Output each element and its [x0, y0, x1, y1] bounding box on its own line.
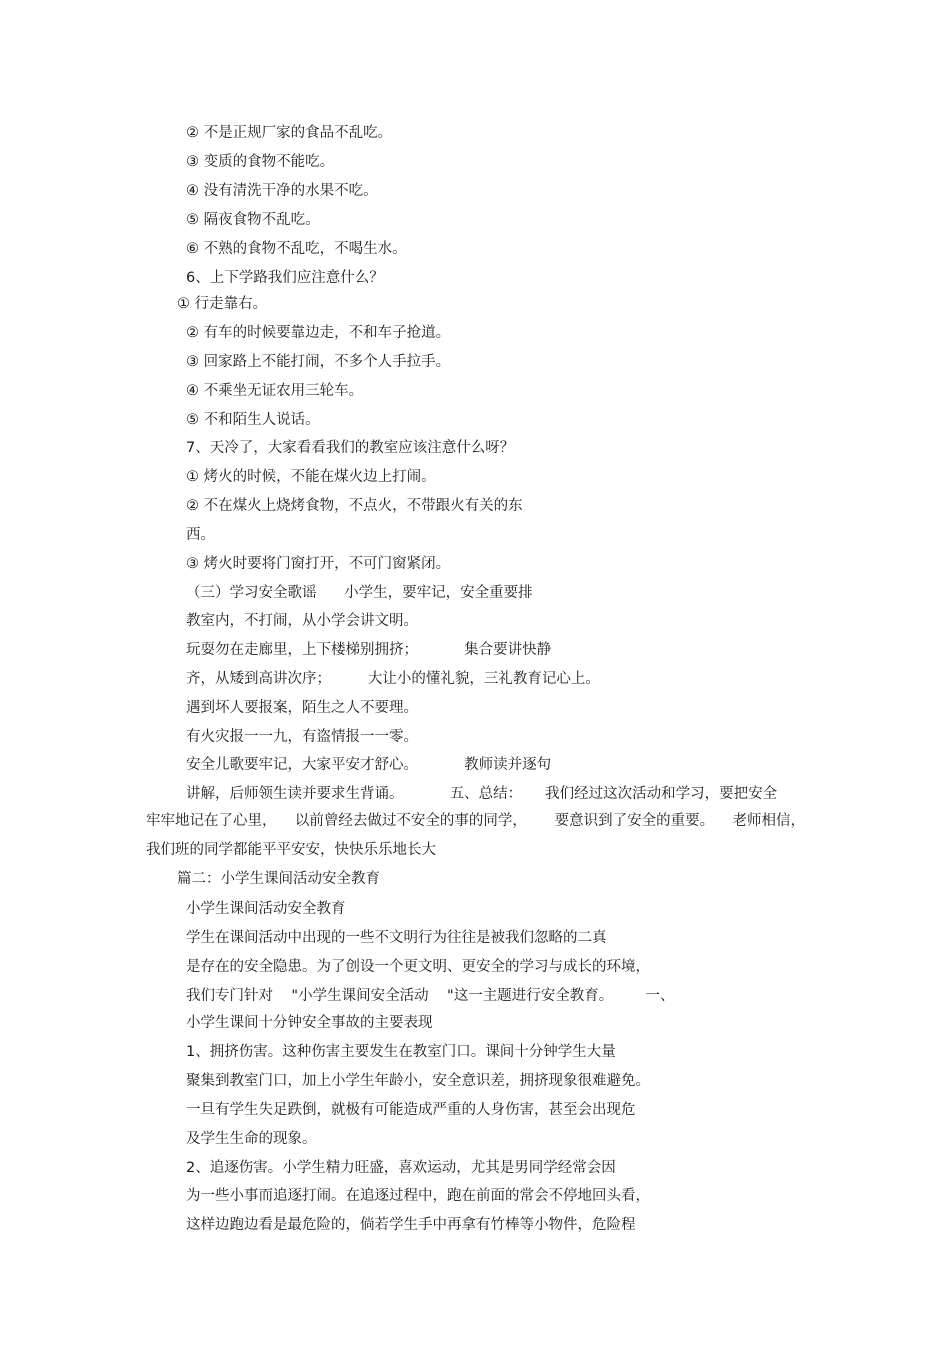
- text-line: ④ 没有清洗干净的水果不吃。: [186, 183, 378, 199]
- text-line: ③ 回家路上不能打闹，不多个人手拉手。: [186, 354, 451, 370]
- text-line: 及学生生命的现象。: [186, 1131, 317, 1147]
- text-line: 遇到坏人要报案，陌生之人不要理。: [186, 700, 418, 716]
- text-line: 是存在的安全隐患。为了创设一个更文明、更安全的学习与成长的环境，: [186, 959, 650, 975]
- text-line: 7、天冷了，大家看看我们的教室应该注意什么呀？: [186, 440, 515, 456]
- text-line: ⑥ 不熟的食物不乱吃，不喝生水。: [186, 241, 407, 257]
- text-line: 我们班的同学都能平平安安，快快乐乐地长大: [146, 842, 436, 858]
- text-line: ① 行走靠右。: [177, 296, 268, 312]
- text-line: ① 烤火的时候，不能在煤火边上打闹。: [186, 469, 436, 485]
- text-line: 齐，从矮到高讲次序； 大让小的懂礼貌，三礼教育记心上。: [186, 671, 600, 687]
- section-title: 小学生课间活动安全教育: [186, 901, 346, 917]
- text-line: 玩耍勿在走廊里，上下楼梯别拥挤； 集合要讲快静: [186, 642, 552, 658]
- text-line: 安全儿歌要牢记，大家平安才舒心。 教师读并逐句: [186, 757, 552, 773]
- text-line: 我们专门针对 "小学生课间安全活动 "这一主题进行安全教育。 一、: [186, 988, 675, 1004]
- text-line: ③ 烤火时要将门窗打开，不可门窗紧闭。: [186, 556, 451, 572]
- text-line: 有火灾报一一九，有盗情报一一零。: [186, 729, 418, 745]
- text-line: （三）学习安全歌谣 小学生，要牢记，安全重要排: [186, 585, 533, 601]
- text-line: 小学生课间十分钟安全事故的主要表现: [186, 1015, 433, 1031]
- text-line: 这样边跑边看是最危险的，倘若学生手中再拿有竹棒等小物件，危险程: [186, 1217, 636, 1233]
- text-line: 6、上下学路我们应注意什么？: [186, 270, 384, 286]
- text-line: 学生在课间活动中出现的一些不文明行为往往是被我们忽略的二真: [186, 930, 607, 946]
- text-line: ⑤ 不和陌生人说话。: [186, 412, 320, 428]
- text-line: ⑤ 隔夜食物不乱吃。: [186, 212, 320, 228]
- text-line: 教室内，不打闹，从小学会讲文明。: [186, 613, 418, 629]
- text-line: ② 不在煤火上烧烤食物，不点火，不带跟火有关的东: [186, 498, 523, 514]
- text-line: 为一些小事而追逐打闹。在追逐过程中，跑在前面的常会不停地回头看，: [186, 1188, 650, 1204]
- text-line: 一旦有学生失足跌倒，就极有可能造成严重的人身伤害，甚至会出现危: [186, 1102, 636, 1118]
- text-line: 牢牢地记在了心里， 以前曾经去做过不安全的事的同学， 要意识到了安全的重要。 老师相信，: [146, 813, 806, 829]
- text-line: ② 不是正规厂家的食品不乱吃。: [186, 125, 393, 141]
- text-line: ② 有车的时候要靠边走，不和车子抢道。: [186, 325, 451, 341]
- text-line: 聚集到教室门口，加上小学生年龄小，安全意识差，拥挤现象很难避免。: [186, 1073, 650, 1089]
- text-line: ④ 不乘坐无证农用三轮车。: [186, 383, 364, 399]
- text-line: 讲解，后师领生读并要求生背诵。 五、总结： 我们经过这次活动和学习，要把安全: [186, 786, 778, 802]
- text-line: 1、拥挤伤害。这种伤害主要发生在教室门口。课间十分钟学生大量: [186, 1044, 616, 1060]
- text-line: 2、追逐伤害。小学生精力旺盛，喜欢运动，尤其是男同学经常会因: [186, 1160, 616, 1176]
- section-heading: 篇二：小学生课间活动安全教育: [177, 871, 380, 887]
- text-line: 西。: [186, 527, 215, 543]
- text-line: ③ 变质的食物不能吃。: [186, 154, 335, 170]
